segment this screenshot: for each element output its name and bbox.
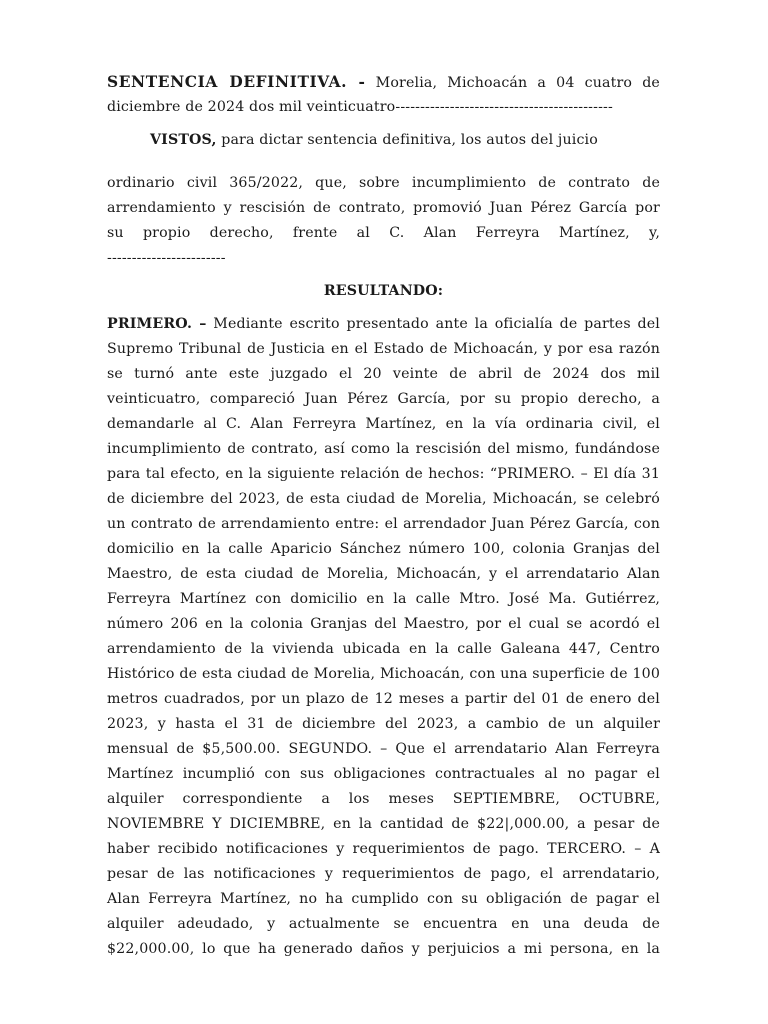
intro-line: su propio derecho, frente al C. Alan Ferreyra Martínez, y, (107, 225, 660, 241)
paragraph-line: 2023, y hasta el 31 de diciembre del 2023, a cambio de un alquiler (107, 716, 660, 732)
document-title: SENTENCIA DEFINITIVA. - (107, 73, 366, 91)
header-line-2: diciembre de 2024 dos mil veinticuatro-------------------------------------------- (107, 99, 613, 115)
paragraph-line: alquiler correspondiente a los meses SEPTIEMBRE, OCTUBRE, (107, 791, 660, 807)
paragraph-line: Maestro, de esta ciudad de Morelia, Michoacán, y el arrendatario Alan (107, 566, 660, 582)
paragraph-line: número 206 en la colonia Granjas del Maestro, por el cual se acordó el (107, 616, 660, 632)
header-place-date: Morelia, Michoacán a 04 cuatro de (375, 75, 660, 91)
paragraph-line: domicilio en la calle Aparicio Sánchez número 100, colonia Granjas del (107, 541, 660, 557)
intro-line: ordinario civil 365/2022, que, sobre incumplimiento de contrato de (107, 175, 660, 191)
paragraph-line: se turnó ante este juzgado el 20 veinte de abril de 2024 dos mil (107, 366, 660, 382)
section-heading: RESULTANDO: (323, 283, 444, 299)
paragraph-line: arrendamiento de la vivienda ubicada en la calle Galeana 447, Centro (107, 641, 660, 657)
header-line-1 (107, 70, 660, 95)
vistos-line (107, 128, 660, 153)
primero-paragraph (107, 312, 660, 962)
paragraph-line: un contrato de arrendamiento entre: el arrendador Juan Pérez García, con (107, 516, 660, 532)
paragraph-line: Ferreyra Martínez con domicilio en la calle Mtro. José Ma. Gutiérrez, (107, 591, 660, 607)
paragraph-line: veinticuatro, compareció Juan Pérez García, por su propio derecho, a (107, 391, 660, 407)
vistos-label: VISTOS, (150, 132, 217, 148)
paragraph-line: NOVIEMBRE Y DICIEMBRE, en la cantidad de $22|,000.00, a pesar de (107, 816, 660, 832)
intro-line: ------------------------ (107, 250, 226, 266)
paragraph-line: alquiler adeudado, y actualmente se encuentra en una deuda de (107, 916, 660, 932)
paragraph-line: Alan Ferreyra Martínez, no ha cumplido con su obligación de pagar el (107, 891, 660, 907)
paragraph-line: de diciembre del 2023, de esta ciudad de Morelia, Michoacán, se celebró (107, 491, 660, 507)
paragraph-line: mensual de $5,500.00. SEGUNDO. – Que el arrendatario Alan Ferreyra (107, 741, 660, 757)
paragraph-line: metros cuadrados, por un plazo de 12 meses a partir del 01 de enero del (107, 691, 660, 707)
intro-line: arrendamiento y rescisión de contrato, promovió Juan Pérez García por (107, 200, 660, 216)
paragraph-line: demandarle al C. Alan Ferreyra Martínez, en la vía ordinaria civil, el (107, 416, 660, 432)
paragraph-line: $22,000.00, lo que ha generado daños y perjuicios a mi persona, en la (107, 941, 660, 957)
intro-paragraph (107, 171, 660, 271)
paragraph-line: Histórico de esta ciudad de Morelia, Michoacán, con una superficie de 100 (107, 666, 660, 682)
primero-first-line (107, 312, 660, 337)
paragraph-line: pesar de las notificaciones y requerimientos de pago, el arrendatario, (107, 866, 660, 882)
document-page (107, 70, 660, 962)
paragraph-line: incumplimiento de contrato, así como la rescisión del mismo, fundándose (107, 441, 660, 457)
primero-label: PRIMERO. – (107, 316, 207, 332)
primero-first-text: Mediante escrito presentado ante la oficialía de partes del (213, 316, 660, 332)
paragraph-line: para tal efecto, en la siguiente relación de hechos: “PRIMERO. – El día 31 (107, 466, 660, 482)
paragraph-line: Supremo Tribunal de Justicia en el Estado de Michoacán, y por esa razón (107, 341, 660, 357)
paragraph-line: Martínez incumplió con sus obligaciones contractuales al no pagar el (107, 766, 660, 782)
paragraph-line: haber recibido notificaciones y requerimientos de pago. TERCERO. – A (107, 841, 660, 857)
vistos-text: para dictar sentencia definitiva, los autos del juicio (221, 132, 598, 148)
